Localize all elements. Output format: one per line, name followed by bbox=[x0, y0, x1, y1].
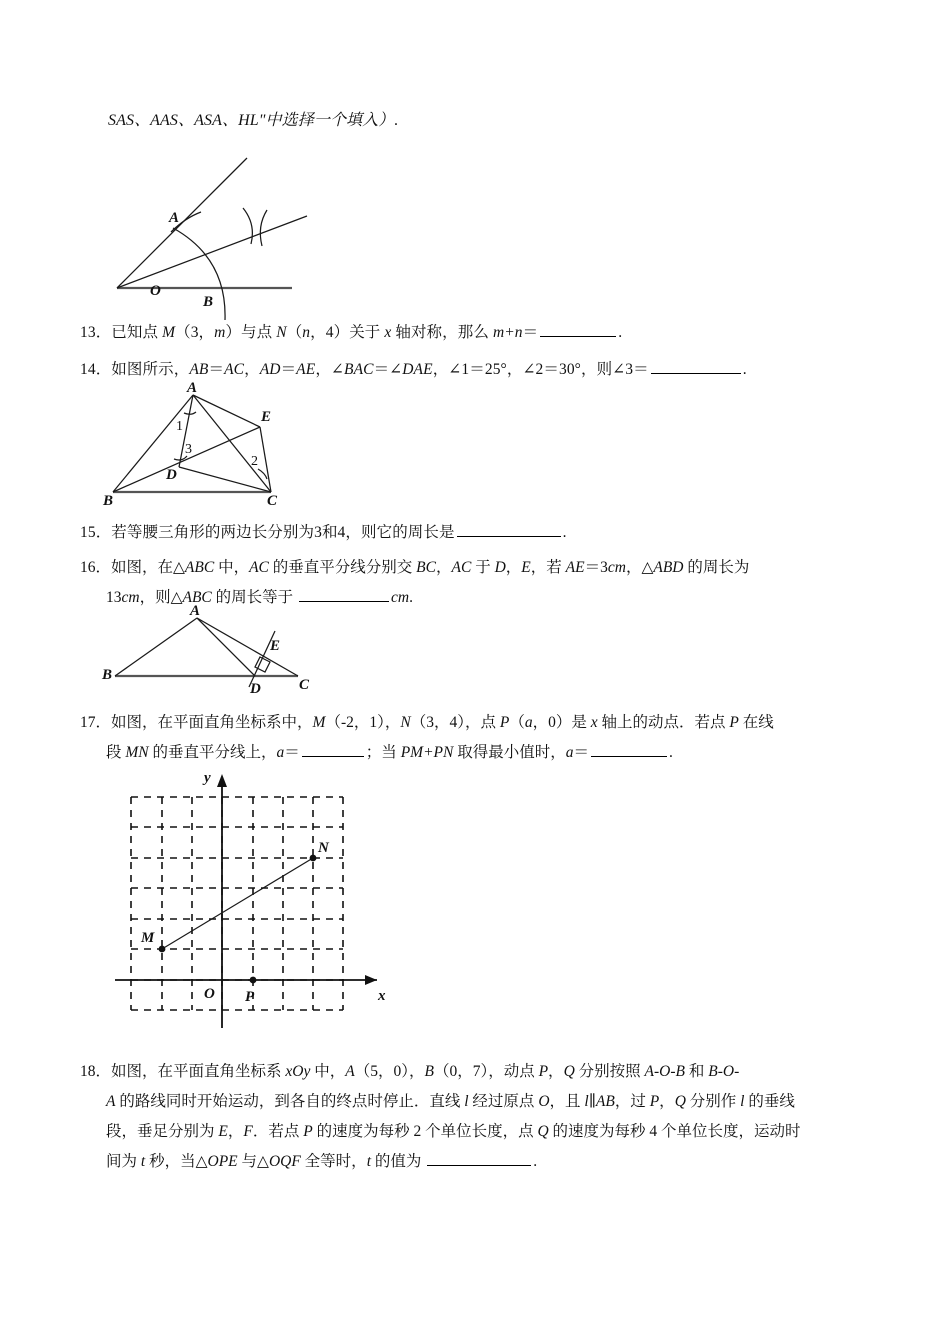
q16-line-2: 13cm，则△ABC 的周长等于 cm. bbox=[80, 583, 880, 613]
segment-MN bbox=[162, 858, 313, 949]
figure14-label-2: 2 bbox=[251, 454, 258, 469]
q18-line-2: A 的路线同时开始运动，到各自的终点时停止．直线 l 经过原点 O，且 l∥AB，过 P，Q 分别作 l 的垂线 bbox=[106, 1093, 795, 1110]
answer-blank-14[interactable] bbox=[651, 358, 741, 374]
figure17-axis-label-x: x bbox=[378, 988, 386, 1004]
answer-blank-18[interactable] bbox=[427, 1150, 531, 1166]
figure17-axis-label-y: y bbox=[204, 770, 211, 786]
figure17-label-N: N bbox=[318, 840, 329, 856]
figure-label-A: A bbox=[169, 210, 180, 226]
figure14-label-C: C bbox=[267, 493, 278, 509]
q17-line-2: 段 MN 的垂直平分线上，a＝ ；当 PM+PN 取得最小值时，a＝ . bbox=[80, 738, 900, 768]
figure-triangle-abc-with-d-e bbox=[95, 380, 320, 509]
question-13 bbox=[80, 318, 622, 348]
figure17-label-P: P bbox=[245, 989, 255, 1005]
figure-angle-bisector-construction bbox=[95, 140, 325, 320]
point-M bbox=[159, 946, 166, 953]
q17-line-1: 17．如图，在平面直角坐标系中，M（‑2，1），N（3，4），点 P（a，0）是 x 轴上的动点．若点 P 在线 bbox=[80, 714, 774, 731]
figure14-label-E: E bbox=[261, 409, 272, 425]
figure16-label-E: E bbox=[270, 638, 281, 654]
point-P bbox=[250, 977, 257, 984]
figure14-label-B: B bbox=[103, 493, 114, 509]
q13-text: 13．已知点 M（3，m）与点 N（n，4）关于 x 轴对称，那么 m+n＝ . bbox=[80, 324, 622, 341]
figure17-label-O: O bbox=[204, 986, 215, 1002]
q18-line-1: 18．如图，在平面直角坐标系 xOy 中，A（5，0），B（0，7），动点 P，Q 分别按照 A‑O‑B 和 B‑O‑ bbox=[80, 1063, 740, 1080]
figure14-label-1: 1 bbox=[176, 419, 183, 434]
question-18 bbox=[80, 1057, 910, 1177]
q16-line-1: 16．如图，在△ABC 中，AC 的垂直平分线分别交 BC，AC 于 D，E，若 AE＝3cm，△ABD 的周长为 bbox=[80, 559, 750, 576]
answer-blank-15[interactable] bbox=[457, 521, 561, 537]
answer-blank-17a[interactable] bbox=[302, 741, 364, 757]
answer-blank-16[interactable] bbox=[299, 586, 389, 602]
figure16-label-B: B bbox=[102, 667, 113, 683]
figure16-label-D: D bbox=[250, 681, 261, 697]
question-17 bbox=[80, 708, 900, 768]
question-15 bbox=[80, 518, 567, 548]
figure-coordinate-plane-mnp bbox=[105, 760, 405, 1030]
figure-label-O: O bbox=[150, 283, 161, 299]
figure14-label-3: 3 bbox=[185, 442, 192, 457]
point-N bbox=[310, 855, 317, 862]
figure16-label-C: C bbox=[299, 677, 310, 693]
q14-text: 14．如图所示，AB＝AC，AD＝AE，∠BAC＝∠DAE，∠1＝25°，∠2＝30°，则∠3＝ . bbox=[80, 361, 747, 378]
q15-text: 15．若等腰三角形的两边长分别为3和4，则它的周长是 . bbox=[80, 524, 567, 541]
question-14 bbox=[80, 355, 747, 385]
q18-line-3: 段，垂足分别为 E，F．若点 P 的速度为每秒 2 个单位长度，点 Q 的速度为每秒 4 个单位长度，运动时 bbox=[106, 1123, 801, 1140]
answer-blank-17b[interactable] bbox=[591, 741, 667, 757]
continuation-text: SAS、AAS、ASA、HL"中选择一个填入）. bbox=[108, 112, 399, 129]
answer-blank-13[interactable] bbox=[540, 321, 616, 337]
figure-label-B: B bbox=[203, 294, 214, 310]
q18-line-4: 间为 t 秒，当△OPE 与△OQF 全等时，t 的值为 . bbox=[80, 1147, 910, 1177]
figure14-label-A: A bbox=[187, 380, 198, 396]
figure16-label-A: A bbox=[190, 603, 201, 619]
figure14-label-D: D bbox=[166, 467, 177, 483]
figure-triangle-perpendicular-bisector bbox=[100, 605, 320, 695]
figure17-label-M: M bbox=[141, 930, 155, 946]
